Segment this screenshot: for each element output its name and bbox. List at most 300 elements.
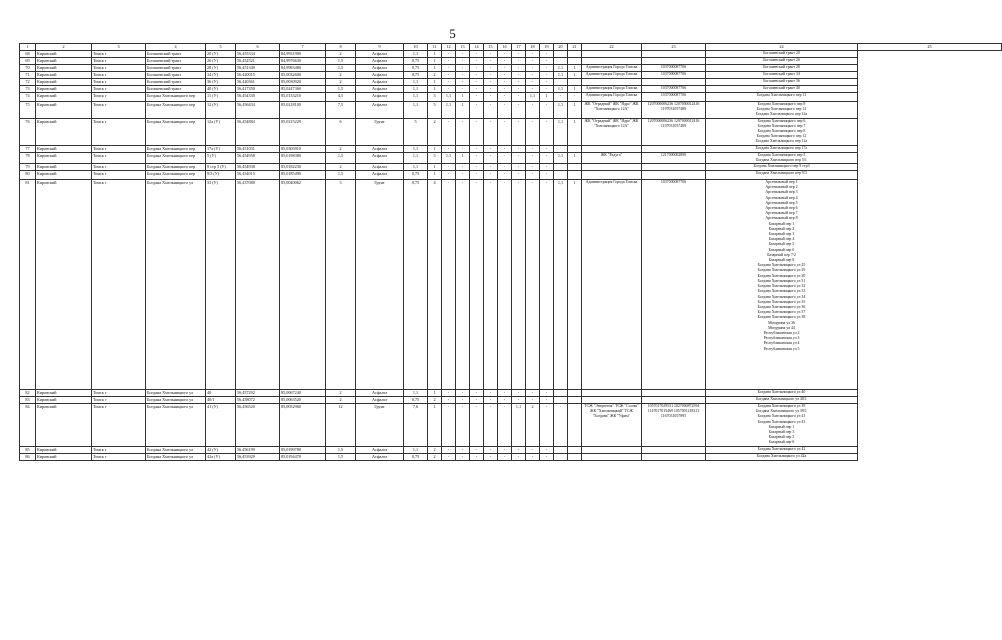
cell-addresses <box>706 51 858 58</box>
cell-c13: - <box>442 118 456 145</box>
cell-c13: - <box>442 58 456 65</box>
cell-c15: - <box>470 171 484 180</box>
cell-c15: - <box>470 118 484 145</box>
cell-city: Томск г <box>92 51 146 58</box>
cell-c13: - <box>442 171 456 180</box>
cell-addresses <box>706 152 858 163</box>
cell-city: Томск г <box>92 72 146 79</box>
cell-c17: - <box>498 390 512 397</box>
table-row <box>20 72 1002 79</box>
table-row <box>20 446 1002 453</box>
cell-surface: Асфальт <box>356 93 404 102</box>
cell-lat: 56,454330 <box>236 93 280 102</box>
cell-street: Богашевский тракт <box>146 65 206 72</box>
cell-surface: Асфальт <box>356 72 404 79</box>
cell-width: 3 <box>326 180 356 390</box>
cell-lat: 56,454958 <box>236 152 280 163</box>
registry-table-wrap <box>19 43 932 461</box>
address-line: Богашевский тракт 40 <box>763 86 800 90</box>
cell-district: Кировский <box>36 180 92 390</box>
cell-c12: 1 <box>428 164 442 171</box>
cell-house: 26 (У) <box>206 58 236 65</box>
cell-c22: 1 <box>568 72 582 79</box>
cell-ogrn: 1037000087706 <box>642 72 706 79</box>
address-line: Арсенальный пер 8 <box>765 216 798 221</box>
address-line: Республиканская ул 5 <box>763 346 800 351</box>
cell-house: 12 (У) <box>206 102 236 119</box>
address-line: Мичурина ул 36 <box>768 320 795 325</box>
cell-lat: 56,417350 <box>236 86 280 93</box>
cell-city: Томск г <box>92 79 146 86</box>
cell-c21 <box>554 171 568 180</box>
address-line: Богдана Хмельницкого ул 39/1 <box>756 409 807 414</box>
cell-c13: - <box>442 51 456 58</box>
cell-house: 36 (У) <box>206 79 236 86</box>
cell-house: 9/3 (У) <box>206 171 236 180</box>
cell-street: Богашевский тракт <box>146 51 206 58</box>
cell-house: 17а (У) <box>206 145 236 152</box>
address-line: Базарный пер 5 <box>768 242 795 247</box>
address-line: Богдана Хмельницкого ул 40 <box>757 390 806 395</box>
cell-c16: - <box>484 404 498 447</box>
cell-house: 20 (У) <box>206 51 236 58</box>
cell-width: 1,5 <box>326 86 356 93</box>
cell-c17: - <box>498 446 512 453</box>
cell-n: 72 <box>20 79 36 86</box>
cell-c19: - <box>526 164 540 171</box>
cell-n: 80 <box>20 171 36 180</box>
table-row <box>20 51 1002 58</box>
cell-lon: 85,0194470 <box>280 453 326 460</box>
cell-addresses <box>706 65 858 72</box>
cell-surface: Асфальт <box>356 102 404 119</box>
page-number: 5 <box>449 26 456 41</box>
cell-c15: - <box>470 180 484 390</box>
address-line: Богдана Хмельницкого пер 12 <box>756 134 807 139</box>
cell-c21: - <box>554 404 568 447</box>
cell-lon: 84,9931900 <box>280 51 326 58</box>
address-line: Богдана Хмельницкого ул 40/1 <box>756 397 807 402</box>
cell-c22: 1 <box>568 65 582 72</box>
cell-c18: - <box>512 93 526 102</box>
cell-ogrn: 1217000002890 <box>642 152 706 163</box>
address-line: Богдана Хмельницкого пер 12а <box>755 139 808 144</box>
cell-c19: - <box>526 79 540 86</box>
cell-surface: Асфальт <box>356 58 404 65</box>
cell-width: 2 <box>326 145 356 152</box>
cell-owner <box>582 390 642 397</box>
cell-ogrn <box>642 145 706 152</box>
cell-c15: - <box>470 164 484 171</box>
address-line: Богдана Хмельницкого ул 43 <box>757 419 806 424</box>
table-row <box>20 79 1002 86</box>
cell-c22: 1 <box>568 152 582 163</box>
cell-street: Богдана Хмельницкого ул <box>146 397 206 404</box>
address-line: Базарный пер 4 <box>768 237 795 242</box>
cell-addresses <box>706 397 858 404</box>
cell-owner <box>582 397 642 404</box>
cell-n: 75 <box>20 102 36 119</box>
table-row <box>20 118 1002 145</box>
cell-addresses <box>706 453 858 460</box>
cell-c13: - <box>442 446 456 453</box>
table-row <box>20 102 1002 119</box>
cell-c17: - <box>498 180 512 390</box>
cell-c22 <box>568 404 582 447</box>
address-line: Богдана Хмельницкого пер 8 <box>757 129 806 134</box>
cell-surface: Грунт <box>356 180 404 390</box>
cell-c12: 1 <box>428 58 442 65</box>
cell-width: 1,5 <box>326 65 356 72</box>
address-line: Республиканская ул 4 <box>763 341 800 346</box>
cell-c22 <box>568 58 582 65</box>
column-header: 12 <box>442 44 456 51</box>
cell-n: 77 <box>20 145 36 152</box>
cell-c12: 1 <box>428 51 442 58</box>
cell-area: 0,75 <box>404 171 428 180</box>
cell-surface: Асфальт <box>356 152 404 163</box>
cell-district: Кировский <box>36 79 92 86</box>
column-header: 18 <box>526 44 540 51</box>
cell-c18: - <box>512 152 526 163</box>
cell-house: 40/1 <box>206 397 236 404</box>
cell-c18: - <box>512 79 526 86</box>
cell-c19: - <box>526 446 540 453</box>
cell-c21: 1,1 <box>554 118 568 145</box>
cell-ogrn <box>642 51 706 58</box>
cell-c15: - <box>470 51 484 58</box>
cell-area: 1,1 <box>404 93 428 102</box>
cell-c19: - <box>526 152 540 163</box>
cell-c20: - <box>540 171 554 180</box>
cell-district: Кировский <box>36 118 92 145</box>
cell-c20: - <box>540 390 554 397</box>
cell-lon: 85,0030920 <box>280 79 326 86</box>
cell-area: 1,1 <box>404 79 428 86</box>
cell-width: 4,5 <box>326 93 356 102</box>
cell-surface: Асфальт <box>356 164 404 171</box>
cell-c15: - <box>470 102 484 119</box>
cell-area: 1,1 <box>404 152 428 163</box>
column-header: 24 <box>706 44 858 51</box>
cell-district: Кировский <box>36 404 92 447</box>
cell-house: 33 (У) <box>206 180 236 390</box>
cell-owner <box>582 58 642 65</box>
cell-district: Кировский <box>36 102 92 119</box>
cell-area: 0,75 <box>404 58 428 65</box>
cell-lon: 85,0185490 <box>280 171 326 180</box>
cell-area: 5 <box>404 118 428 145</box>
cell-c15: - <box>470 446 484 453</box>
cell-c21 <box>554 446 568 453</box>
cell-c22 <box>568 453 582 460</box>
column-header: 2 <box>36 44 92 51</box>
cell-c14: - <box>456 180 470 390</box>
cell-c20: - <box>540 453 554 460</box>
cell-c12: 5 <box>428 102 442 119</box>
cell-n: 81 <box>20 180 36 390</box>
address-line: Богашевский тракт 36 <box>763 79 800 83</box>
cell-lat: 56,454884 <box>236 118 280 145</box>
column-header: 17 <box>512 44 526 51</box>
cell-street: Богдана Хмельницкого пер <box>146 93 206 102</box>
cell-n: 79 <box>20 164 36 171</box>
cell-c16: - <box>484 180 498 390</box>
address-line: Арсенальный пер 4 <box>765 195 798 200</box>
cell-c19: - <box>526 145 540 152</box>
column-header: 3 <box>92 44 146 51</box>
cell-street: Богдана Хмельницкого ул <box>146 446 206 453</box>
cell-c12: 1 <box>428 171 442 180</box>
cell-n: 71 <box>20 72 36 79</box>
cell-c18: - <box>512 390 526 397</box>
cell-lon: 85,0052960 <box>280 404 326 447</box>
cell-lat: 56,420015 <box>236 72 280 79</box>
cell-c12: 2 <box>428 397 442 404</box>
column-header: 25 <box>858 44 1002 51</box>
cell-house: 41 (У) <box>206 404 236 447</box>
cell-c20: - <box>540 145 554 152</box>
cell-c17: - <box>498 102 512 119</box>
address-line: Базарный пер 6 <box>768 440 795 445</box>
cell-c14: - <box>456 397 470 404</box>
cell-street: Богдана Хмельницкого ул <box>146 180 206 390</box>
table-row <box>20 397 1002 404</box>
cell-street: Богашевский тракт <box>146 86 206 93</box>
cell-ogrn: 1037000087706 <box>642 86 706 93</box>
address-line: Базарный пер 7/2 <box>767 252 796 257</box>
cell-c17: - <box>498 72 512 79</box>
cell-c19: - <box>526 118 540 145</box>
cell-c19: - <box>526 453 540 460</box>
address-line: Богашевский тракт 26 <box>763 58 800 62</box>
table-row <box>20 390 1002 397</box>
cell-lat: 56,437080 <box>236 180 280 390</box>
cell-surface: Асфальт <box>356 446 404 453</box>
cell-c21: 1,1 <box>554 72 568 79</box>
cell-c16: - <box>484 72 498 79</box>
cell-c17: - <box>498 51 512 58</box>
cell-c14: - <box>456 145 470 152</box>
cell-width: 1,5 <box>326 453 356 460</box>
table-row <box>20 65 1002 72</box>
cell-c19: - <box>526 390 540 397</box>
cell-c16: - <box>484 397 498 404</box>
cell-surface: Грунт <box>356 118 404 145</box>
address-line: Богдана Хмельницкого ул 36 <box>757 304 806 309</box>
cell-lon: 85,0247360 <box>280 86 326 93</box>
cell-c22: 1 <box>568 102 582 119</box>
cell-c21: 1,1 <box>554 152 568 163</box>
address-line: Богдана Хмельницкого ул 35 <box>757 299 806 304</box>
cell-lon: 84,9983480 <box>280 65 326 72</box>
cell-district: Кировский <box>36 65 92 72</box>
cell-c20: - <box>540 397 554 404</box>
cell-c17: - <box>498 79 512 86</box>
cell-width: 1,5 <box>326 446 356 453</box>
cell-lat: 56,453929 <box>236 453 280 460</box>
cell-ogrn: 1207000006236 1207000012416 1197031057489 <box>642 118 706 145</box>
cell-c18: - <box>512 51 526 58</box>
table-row <box>20 453 1002 460</box>
cell-c13: 1,1 <box>442 102 456 119</box>
cell-c15: - <box>470 145 484 152</box>
cell-ogrn: 1037000087706 <box>642 65 706 72</box>
cell-city: Томск г <box>92 180 146 390</box>
table-row <box>20 164 1002 171</box>
cell-ogrn <box>642 79 706 86</box>
cell-lat: 56,458072 <box>236 397 280 404</box>
cell-c15: - <box>470 404 484 447</box>
cell-ogrn: 1037000087706 <box>642 180 706 390</box>
cell-c19: 1,1 <box>526 93 540 102</box>
table-body <box>20 51 1002 461</box>
cell-c21: 1,1 <box>554 102 568 119</box>
cell-c21 <box>554 164 568 171</box>
cell-c17: - <box>498 86 512 93</box>
cell-house: 28 (У) <box>206 65 236 72</box>
address-line: Богдана Хмельницкого ул 39 <box>757 404 806 409</box>
column-header: 22 <box>582 44 642 51</box>
column-header: 11 <box>428 44 442 51</box>
cell-c17: - <box>498 93 512 102</box>
address-line: Богдана Хмельницкого пер 11 <box>756 93 807 97</box>
cell-c14: - <box>456 446 470 453</box>
cell-owner <box>582 164 642 171</box>
cell-lat: 56,452521 <box>236 58 280 65</box>
cell-lon: 85,0133210 <box>280 93 326 102</box>
cell-lon: 84,9976630 <box>280 58 326 65</box>
table-row <box>20 58 1002 65</box>
cell-c17: - <box>498 164 512 171</box>
address-line: Богдана Хмельницкого пер 17а <box>755 145 808 150</box>
cell-lon: 85,0218100 <box>280 102 326 119</box>
cell-c19: - <box>526 180 540 390</box>
cell-district: Кировский <box>36 145 92 152</box>
address-line: Богдана Хмельницкого ул 25 <box>757 263 806 268</box>
cell-addresses <box>706 171 858 180</box>
cell-owner: Администрация Города Томска <box>582 65 642 72</box>
address-line: Республиканская ул 2 <box>763 330 800 335</box>
cell-c22 <box>568 390 582 397</box>
cell-city: Томск г <box>92 453 146 460</box>
cell-area: 0,75 <box>404 180 428 390</box>
cell-c15: - <box>470 397 484 404</box>
cell-c17: - <box>498 397 512 404</box>
cell-c21 <box>554 58 568 65</box>
cell-surface: Асфальт <box>356 79 404 86</box>
cell-c15: - <box>470 72 484 79</box>
cell-addresses <box>706 446 858 453</box>
cell-width: 1,5 <box>326 171 356 180</box>
cell-c19: - <box>526 58 540 65</box>
cell-surface: Асфальт <box>356 397 404 404</box>
cell-c12: 1 <box>428 86 442 93</box>
cell-c20: - <box>540 79 554 86</box>
table-row <box>20 93 1002 102</box>
cell-c18: - <box>512 164 526 171</box>
cell-c16: - <box>484 102 498 119</box>
cell-ogrn <box>642 453 706 460</box>
cell-c18: - <box>512 397 526 404</box>
cell-lat: 56,457292 <box>236 390 280 397</box>
cell-c14: - <box>456 79 470 86</box>
cell-c19: - <box>526 72 540 79</box>
cell-owner: Администрация Города Томска <box>582 72 642 79</box>
cell-n: 82 <box>20 390 36 397</box>
column-header: 8 <box>326 44 356 51</box>
cell-owner: Администрация Города Томска <box>582 86 642 93</box>
cell-addresses <box>706 390 858 397</box>
cell-c21 <box>554 397 568 404</box>
cell-c22 <box>568 51 582 58</box>
address-line: Богдана Хмельницкого пер 9/3 <box>756 171 807 176</box>
column-header: 16 <box>498 44 512 51</box>
cell-c14: - <box>456 72 470 79</box>
cell-district: Кировский <box>36 93 92 102</box>
cell-area: 1,1 <box>404 390 428 397</box>
address-line: Богдана Хмельницкого пер 7 <box>757 123 806 128</box>
cell-c21 <box>554 453 568 460</box>
cell-n: 68 <box>20 51 36 58</box>
cell-street: Богдана Хмельницкого пер <box>146 102 206 119</box>
cell-lat: 56,454015 <box>236 171 280 180</box>
cell-c14: - <box>456 171 470 180</box>
address-line: Богдана Хмельницкого пер 12 <box>756 107 807 112</box>
cell-c17: - <box>498 118 512 145</box>
cell-c12: 1 <box>428 390 442 397</box>
cell-c13: - <box>442 397 456 404</box>
cell-district: Кировский <box>36 152 92 163</box>
address-line: Базарный пер 8 <box>768 258 795 263</box>
cell-area: 1,1 <box>404 86 428 93</box>
address-line: Богдана Хмельницкого ул 41 <box>757 414 806 419</box>
cell-street: Богдана Хмельницкого пер <box>146 145 206 152</box>
cell-city: Томск г <box>92 164 146 171</box>
cell-c19: - <box>526 397 540 404</box>
cell-c20: - <box>540 86 554 93</box>
cell-c20: - <box>540 58 554 65</box>
cell-width: 1,5 <box>326 58 356 65</box>
cell-house: 40 (У) <box>206 86 236 93</box>
address-line: Богдана Хмельницкого ул 38 <box>757 315 806 320</box>
cell-c12: 3 <box>428 93 442 102</box>
cell-c15: - <box>470 58 484 65</box>
cell-area: 0,75 <box>404 65 428 72</box>
cell-c21: - <box>554 93 568 102</box>
cell-surface: Асфальт <box>356 171 404 180</box>
column-header: 5 <box>206 44 236 51</box>
cell-c18: - <box>512 118 526 145</box>
cell-c20: - <box>540 65 554 72</box>
cell-street: Богашевский тракт <box>146 72 206 79</box>
cell-area: 1,1 <box>404 145 428 152</box>
cell-lon: 85,0199780 <box>280 446 326 453</box>
table-row <box>20 180 1002 390</box>
cell-house: 42а (У) <box>206 453 236 460</box>
registry-table <box>19 43 1002 461</box>
cell-city: Томск г <box>92 145 146 152</box>
cell-c16: - <box>484 79 498 86</box>
cell-lon: 85,0198380 <box>280 152 326 163</box>
address-line: Базарный пер 1 <box>768 221 795 226</box>
column-header: 23 <box>642 44 706 51</box>
cell-lat: 56,454938 <box>236 164 280 171</box>
column-header: 4 <box>146 44 206 51</box>
cell-c12: 1 <box>428 79 442 86</box>
cell-owner: Администрация Города Томска <box>582 93 642 102</box>
address-line: Арсенальный пер 1 <box>765 180 798 185</box>
